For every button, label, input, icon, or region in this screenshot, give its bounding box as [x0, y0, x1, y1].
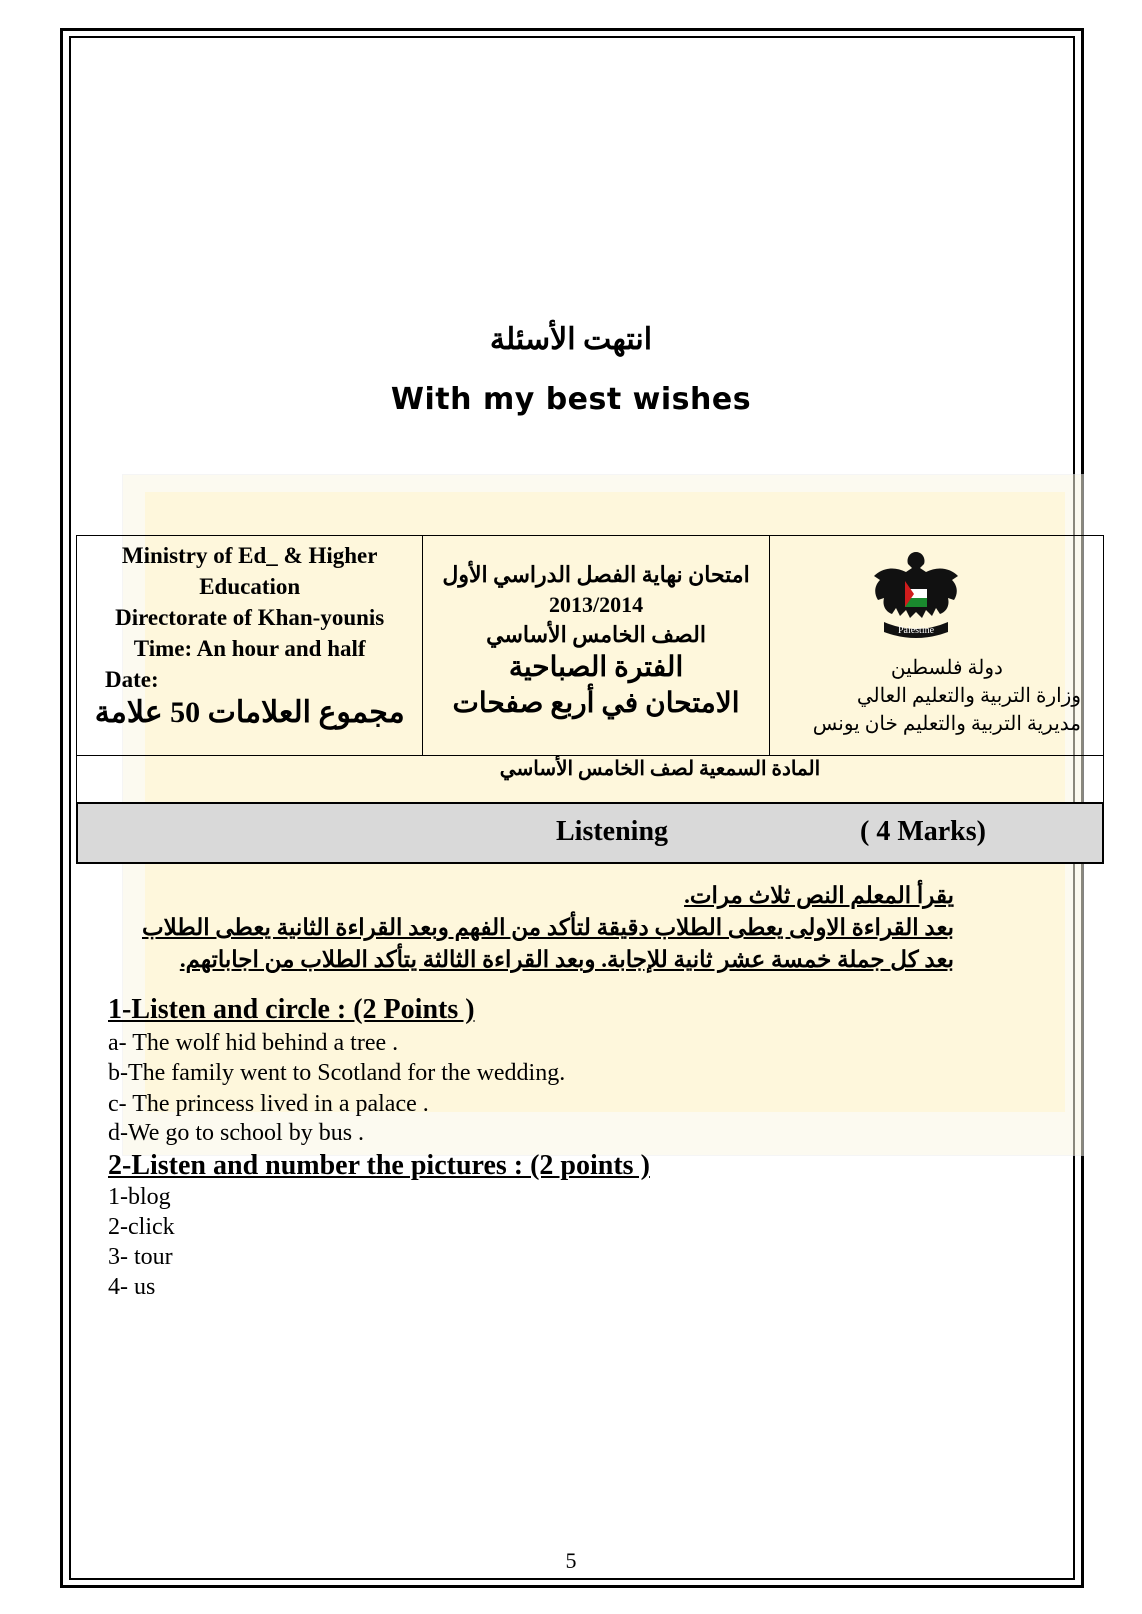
exam-session: الفترة الصباحية: [508, 652, 684, 683]
header-right-cell: [769, 536, 1103, 756]
subject-title: المادة السمعية لصف الخامس الأساسي: [499, 758, 821, 780]
ministry-line: Ministry of Ed_ & Higher: [121, 543, 378, 568]
exam-grade: الصف الخامس الأساسي: [486, 622, 706, 647]
listening-section-bar: [76, 802, 1104, 864]
section2-title: 2-Listen and number the pictures : (2 points ): [108, 1150, 650, 1181]
best-wishes-text: With my best wishes: [390, 382, 752, 417]
page-number: 5: [565, 1548, 577, 1573]
directorate-line: Directorate of Khan-younis: [115, 605, 385, 630]
header-middle-cell: [423, 536, 769, 756]
instruction-line: يقرأ المعلم النص ثلاث مرات.: [684, 883, 954, 908]
exam-header-table: [76, 535, 1104, 811]
emblem-label: Palestine: [897, 625, 934, 636]
listening-title: Listening: [556, 816, 669, 847]
education-line: Education: [199, 574, 301, 599]
questions-end-text: انتهت الأسئلة: [489, 323, 653, 356]
date-label: Date:: [105, 667, 159, 692]
time-line: Time: An hour and half: [133, 636, 366, 661]
state-name: دولة فلسطين: [890, 657, 1003, 679]
exam-year: 2013/2014: [548, 592, 644, 617]
instruction-line: بعد كل جملة خمسة عشر ثانية للإجابة. وبعد القراءة الثالثة يتأكد الطلاب من اجاباتهم.: [179, 947, 954, 972]
section2-item: 4- us: [108, 1274, 156, 1300]
ministry-arabic: وزارة التربية والتعليم العالي: [856, 685, 1081, 707]
total-marks: مجموع العلامات 50 علامة: [94, 696, 405, 729]
section1-item: c- The princess lived in a palace .: [108, 1091, 429, 1117]
section1-item: a- The wolf hid behind a tree .: [108, 1030, 399, 1056]
instruction-line: بعد القراءة الاولى يعطى الطلاب دقيقة لتأكد من الفهم وبعد القراءة الثانية يعطى الطلاب: [141, 915, 954, 940]
section2-item: 1-blog: [108, 1184, 171, 1210]
section1-title: 1-Listen and circle : (2 Points ): [108, 994, 475, 1025]
exam-title: امتحان نهاية الفصل الدراسي الأول: [442, 562, 750, 587]
section2-item: 3- tour: [108, 1244, 173, 1270]
listening-marks: ( 4 Marks): [860, 816, 986, 847]
teacher-instructions: [94, 880, 954, 976]
exam-pages: الامتحان في أربع صفحات: [452, 688, 740, 719]
section1-item: b-The family went to Scotland for the wedding.: [108, 1060, 566, 1086]
section1-item: d-We go to school by bus .: [108, 1120, 365, 1146]
directorate-arabic: مديرية التربية والتعليم خان يونس: [812, 713, 1081, 735]
header-left-cell: [77, 536, 423, 756]
section2-item: 2-click: [108, 1214, 175, 1240]
palestine-eagle-emblem-icon: [870, 546, 962, 642]
